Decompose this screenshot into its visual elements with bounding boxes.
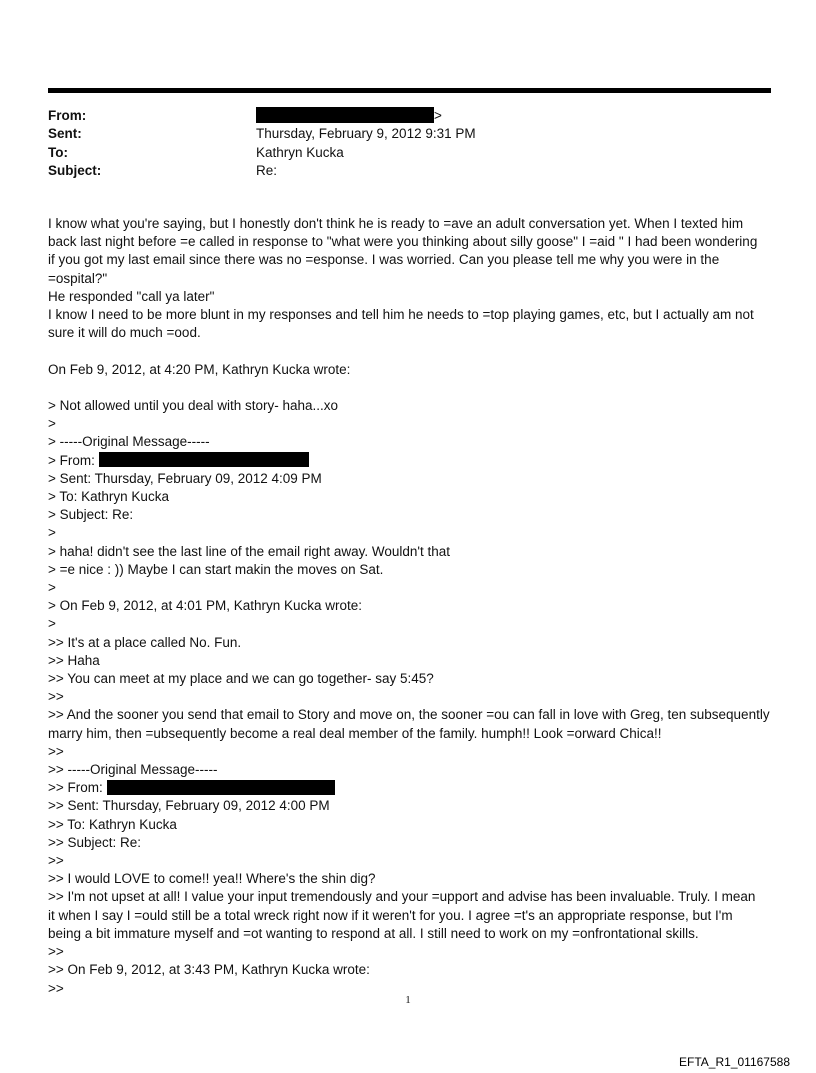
- body-line: I know I need to be more blunt in my responses and tell him he needs to =top playing games, etc, but I actually am not: [48, 307, 754, 323]
- body-line: sure it will do much =ood.: [48, 325, 201, 341]
- from-row: [48, 107, 771, 125]
- subject-label: Subject:: [48, 162, 102, 178]
- body-line: On Feb 9, 2012, at 4:20 PM, Kathryn Kucka wrote:: [48, 361, 351, 377]
- to-row: [48, 144, 771, 162]
- body-line: >> -----Original Message-----: [48, 762, 218, 778]
- subject-row: [48, 162, 771, 180]
- body-line: >> On Feb 9, 2012, at 3:43 PM, Kathryn Kucka wrote:: [48, 962, 370, 978]
- sent-value: Thursday, February 9, 2012 9:31 PM: [256, 126, 476, 142]
- body-line: >> Haha: [48, 652, 100, 668]
- body-line-text: > From:: [48, 452, 99, 468]
- body-line: >> It's at a place called No. Fun.: [48, 634, 242, 650]
- from-label: From:: [48, 108, 87, 123]
- body-line: >: [48, 580, 56, 596]
- body-line: [48, 379, 771, 397]
- body-line-text: >> From:: [48, 780, 107, 796]
- body-line: > To: Kathryn Kucka: [48, 489, 169, 505]
- body-line: > haha! didn't see the last line of the email right away. Wouldn't that: [48, 543, 451, 559]
- sent-row: [48, 125, 771, 143]
- to-value: Kathryn Kucka: [256, 144, 344, 160]
- body-line: >: [48, 525, 56, 541]
- body-line: >>: [48, 853, 64, 869]
- body-line: > On Feb 9, 2012, at 4:01 PM, Kathryn Kucka wrote:: [48, 598, 363, 614]
- redaction-block: [99, 452, 309, 467]
- body-line: >: [48, 416, 56, 432]
- redaction-block: [107, 780, 335, 795]
- page-number: 1: [405, 994, 411, 1006]
- body-line: > Not allowed until you deal with story- haha...xo: [48, 398, 339, 413]
- body-line: >>: [48, 689, 64, 705]
- body-line: > Sent: Thursday, February 09, 2012 4:09 PM: [48, 470, 322, 486]
- quoted-from-line: [48, 452, 771, 470]
- body-line: [48, 342, 771, 360]
- body-line: >>: [48, 944, 64, 960]
- sent-label: Sent:: [48, 126, 82, 142]
- body-line: >> And the sooner you send that email to Story and move on, the sooner =ou can fall in love with Greg, ten subsequently: [48, 707, 770, 723]
- body-line: >> Sent: Thursday, February 09, 2012 4:00 PM: [48, 798, 330, 814]
- email-body: [48, 215, 771, 998]
- body-line: it when I say I =ould still be a total wreck right now if it weren't for you. I agree =t's an appropriate response, but I'm: [48, 907, 733, 923]
- quoted-from-line: [48, 779, 771, 797]
- to-label: To:: [48, 144, 68, 160]
- body-line: >> I'm not upset at all! I value your input tremendously and your =upport and advise has been invaluable. Truly. I mean: [48, 889, 756, 905]
- body-line: >: [48, 616, 56, 632]
- body-line: being a bit immature myself and =ot wanting to respond at all. I still need to work on my =onfrontational skills.: [48, 925, 699, 941]
- document-id: EFTA_R1_01167588: [679, 1055, 790, 1069]
- subject-value: Re:: [256, 162, 278, 178]
- body-line: >>: [48, 743, 64, 759]
- body-line: if you got my last email since there was no =esponse. I was worried. Can you please tell me why you were in the: [48, 252, 720, 268]
- redaction-block: [256, 107, 434, 123]
- body-line: >> You can meet at my place and we can go together- say 5:45?: [48, 671, 434, 687]
- body-line: >> Subject: Re:: [48, 834, 142, 850]
- body-line: >>: [48, 980, 64, 996]
- body-line: >> To: Kathryn Kucka: [48, 816, 177, 832]
- header-divider: [48, 88, 771, 93]
- body-line: I know what you're saying, but I honestly don't think he is ready to =ave an adult conversation yet. When I texted him: [48, 216, 744, 231]
- body-line: >> I would LOVE to come!! yea!! Where's the shin dig?: [48, 871, 376, 887]
- from-value: [256, 107, 442, 125]
- email-header: [48, 107, 771, 180]
- body-line: back last night before =e called in response to "what were you thinking about silly goose" I =aid " I had been wondering: [48, 234, 758, 250]
- body-line: > =e nice : )) Maybe I can start makin the moves on Sat.: [48, 561, 384, 577]
- body-line: =ospital?": [48, 270, 108, 286]
- body-line: He responded "call ya later": [48, 288, 215, 304]
- body-line: > Subject: Re:: [48, 507, 134, 523]
- body-line: marry him, then =ubsequently become a real deal member of the family. humph!! Look =orward Chica!!: [48, 725, 662, 741]
- from-suffix: >: [434, 108, 442, 123]
- body-line: > -----Original Message-----: [48, 434, 210, 450]
